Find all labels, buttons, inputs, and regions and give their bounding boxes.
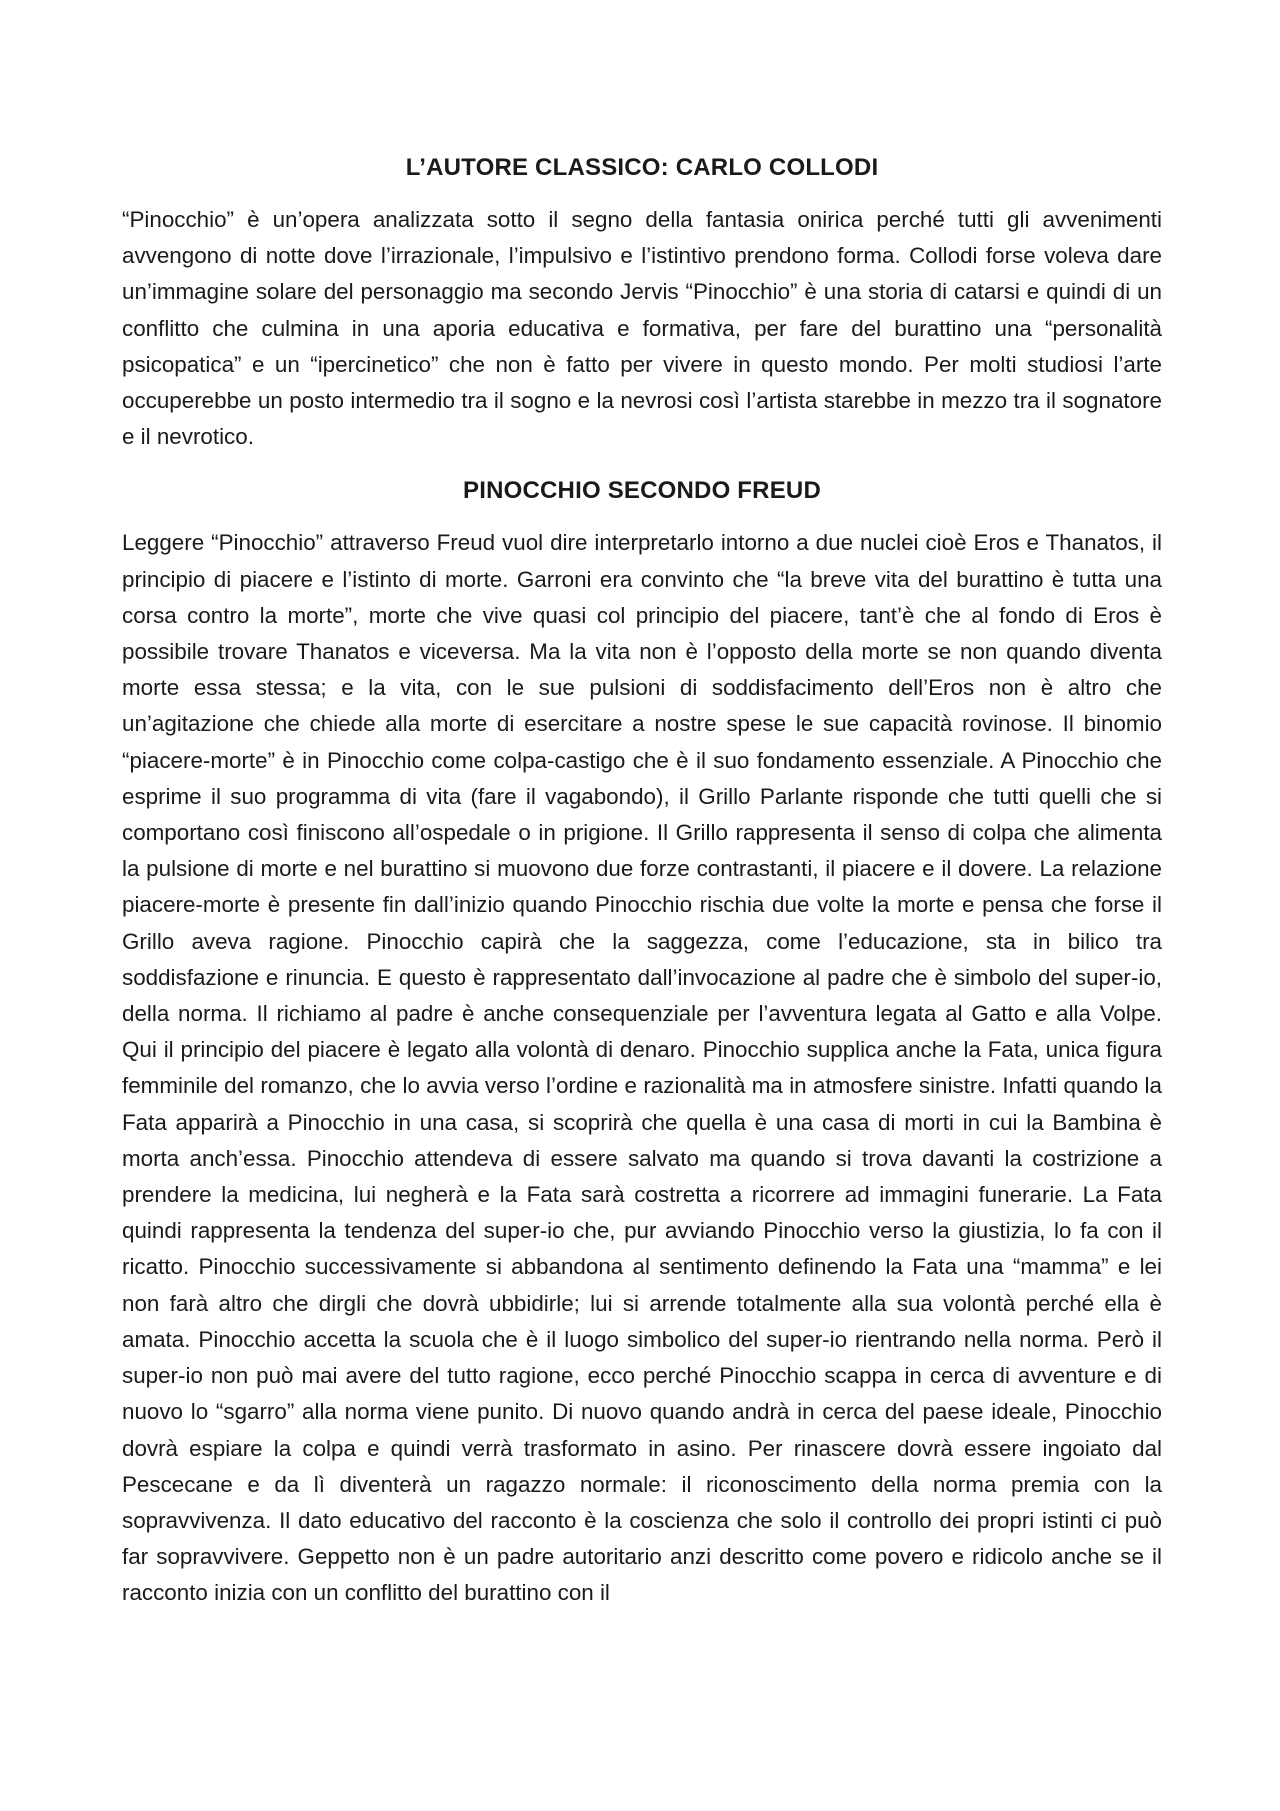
document-content xyxy=(122,150,1162,1612)
paragraph-pinocchio-freud: Leggere “Pinocchio” attraverso Freud vuol dire interpretarlo intorno a due nuclei cioè Eros e Thanatos, il principio di piacere e l’istinto di morte. Garroni era convinto che “la breve vita del burattino è tutta una corsa contro la morte”, morte che vive quasi col principio del piacere, tant’è che al fondo di Eros è possibile trovare Thanatos e viceversa. Ma la vita non è l’opposto della morte se non quando diventa morte essa stessa; e la vita, con le sue pulsioni di soddisfacimento dell’Eros non è altro che un’agitazione che chiede alla morte di esercitare a nostre spese le sue capacità rovinose. Il binomio “piacere-morte” è in Pinocchio come colpa-castigo che è il suo fondamento essenziale. A Pinocchio che esprime il suo programma di vita (fare il vagabondo), il Grillo Parlante risponde che tutti quelli che si comportano così finiscono all’ospedale o in prigione. Il Grillo rappresenta il senso di colpa che alimenta la pulsione di morte e nel burattino si muovono due forze contrastanti, il piacere e il dovere. La relazione piacere-morte è presente fin dall’inizio quando Pinocchio rischia due volte la morte e pensa che forse il Grillo aveva ragione. Pinocchio capirà che la saggezza, come l’educazione, sta in bilico tra soddisfazione e rinuncia. E questo è rappresentato dall’invocazione al padre che è simbolo del super-io, della norma. Il richiamo al padre è anche consequenziale per l’avventura legata al Gatto e alla Volpe. Qui il principio del piacere è legato alla volontà di denaro. Pinocchio supplica anche la Fata, unica figura femminile del romanzo, che lo avvia verso l’ordine e razionalità ma in atmosfere sinistre. Infatti quando la Fata apparirà a Pinocchio in una casa, si scoprirà che quella è una casa di morti in cui la Bambina è morta anch’essa. Pinocchio attendeva di essere salvato ma quando si trova davanti la costrizione a prendere la medicina, lui negherà e la Fata sarà costretta a ricorrere ad immagini funerarie. La Fata quindi rappresenta la tendenza del super-io che, pur avviando Pinocchio verso la giustizia, lo fa con il ricatto. Pinocchio successivamente si abbandona al sentimento definendo la Fata una “mamma” e lei non farà altro che dirgli che dovrà ubbidirle; lui si arrende totalmente alla sua volontà perché ella è amata. Pinocchio accetta la scuola che è il luogo simbolico del super-io rientrando nella norma. Però il super-io non può mai avere del tutto ragione, ecco perché Pinocchio scappa in cerca di avventure e di nuovo lo “sgarro” alla norma viene punito. Di nuovo quando andrà in cerca del paese ideale, Pinocchio dovrà espiare la colpa e quindi verrà trasformato in asino. Per rinascere dovrà essere ingoiato dal Pescecane e da lì diventerà un ragazzo normale: il riconoscimento della norma premia con la sopravvivenza. Il dato educativo del racconto è la coscienza che solo il controllo dei propri istinti ci può far sopravvivere. Geppetto non è un padre autoritario anzi descritto come povero e ridicolo anche se il racconto inizia con un conflitto del burattino con il xyxy=(122,530,1162,1606)
section-title-pinocchio-freud: PINOCCHIO SECONDO FREUD xyxy=(463,477,821,505)
section-title-carlo-collodi: L’AUTORE CLASSICO: CARLO COLLODI xyxy=(405,154,879,181)
paragraph-carlo-collodi: “Pinocchio” è un’opera analizzata sotto il segno della fantasia onirica perché tutti gli avvenimenti avvengono di notte dove l’irrazionale, l’impulsivo e l’istintivo prendono forma. Collodi forse voleva dare un’immagine solare del personaggio ma secondo Jervis “Pinocchio” è una storia di catarsi e quindi di un conflitto che culmina in una aporia educativa e formativa, per fare del burattino una “personalità psicopatica” e un “ipercinetico” che non è fatto per vivere in questo mondo. Per molti studiosi l’arte occuperebbe un posto intermedio tra il sogno e la nevrosi così l’artista starebbe in mezzo tra il sognatore e il nevrotico. xyxy=(122,207,1162,450)
